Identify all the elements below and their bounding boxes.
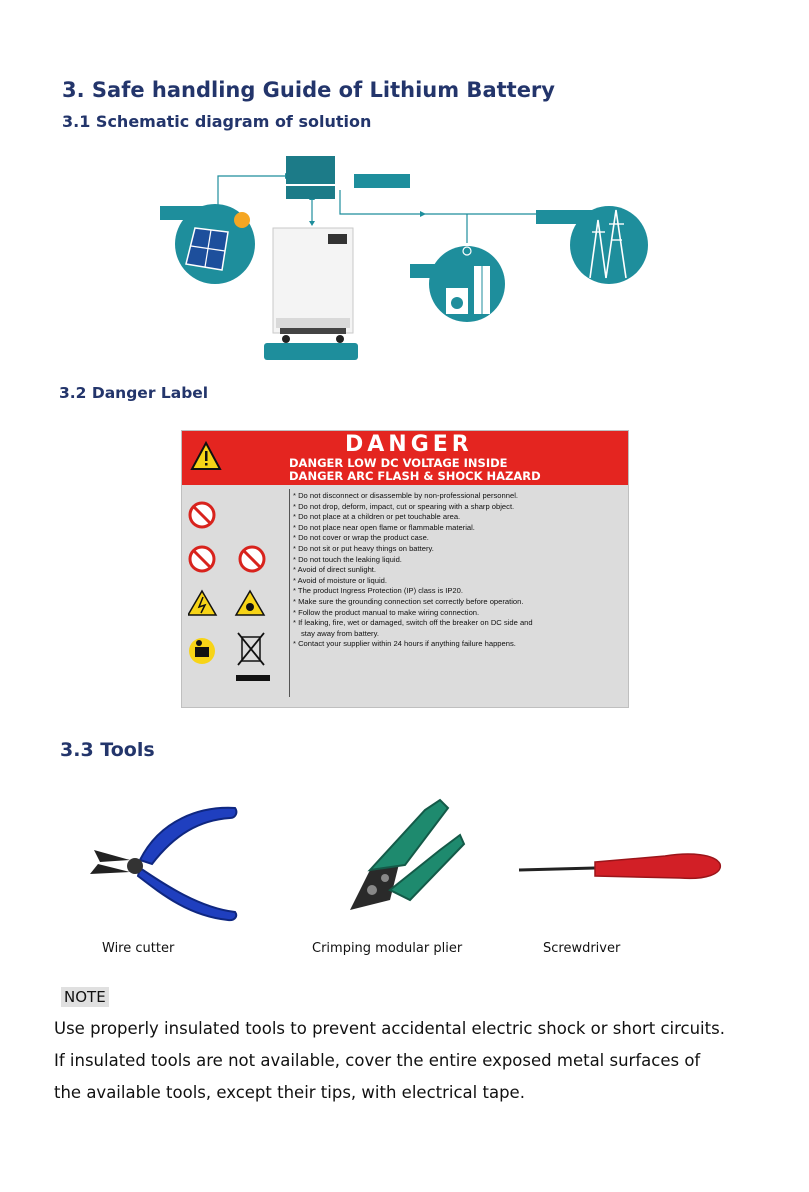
schematic-diagram xyxy=(150,150,660,365)
danger-rule: * Do not cover or wrap the product case. xyxy=(293,533,429,543)
crimping-plier-image xyxy=(330,790,470,925)
tool-caption-wire-cutter: Wire cutter xyxy=(102,941,175,956)
danger-rule: * Do not disconnect or disassemble by non-professional personnel. xyxy=(293,491,518,500)
subsection-schematic-title: 3.1 Schematic diagram of solution xyxy=(62,112,372,131)
no-fire-icon xyxy=(190,547,214,571)
danger-rule: * Do not place at a children or pet touchable area. xyxy=(293,512,461,522)
screwdriver-image xyxy=(515,840,725,890)
flammable-warning-icon xyxy=(236,591,264,615)
danger-rules-list xyxy=(293,491,628,650)
battery-tag xyxy=(264,343,358,360)
warning-triangle-icon xyxy=(190,441,222,471)
tool-caption-crimping-plier: Crimping modular plier xyxy=(312,941,463,956)
danger-rule: * If leaking, fire, wet or damaged, switch off the breaker on DC side and xyxy=(293,618,533,628)
tool-caption-screwdriver: Screwdriver xyxy=(543,941,621,956)
danger-rule: * The product Ingress Protection (IP) class is IP20. xyxy=(293,586,463,596)
wire-cutter-image xyxy=(80,800,250,930)
read-manual-icon xyxy=(189,638,215,664)
note-badge: NOTE xyxy=(61,987,109,1007)
grid-connection-line xyxy=(340,190,570,214)
danger-rule: * Do not place near open flame or flammable material. xyxy=(293,522,475,532)
danger-rule: * Avoid of moisture or liquid. xyxy=(293,575,387,585)
load-tag xyxy=(410,264,467,278)
danger-rule: * Do not touch the leaking liquid. xyxy=(293,554,402,564)
danger-rule: * Avoid of direct sunlight. xyxy=(293,565,377,575)
danger-rule: stay away from battery. xyxy=(301,628,379,638)
danger-rule: * Do not sit or put heavy things on battery. xyxy=(293,543,434,553)
no-children-icon xyxy=(240,547,264,571)
danger-label xyxy=(181,430,629,708)
note-line: Use properly insulated tools to prevent accidental electric shock or short circuits. xyxy=(54,1019,725,1038)
grid-tag xyxy=(536,210,593,224)
danger-rule: * Follow the product manual to make wiring connection. xyxy=(293,607,480,617)
note-line: If insulated tools are not available, cover the entire exposed metal surfaces of xyxy=(54,1051,701,1070)
no-disassembly-icon xyxy=(190,503,214,527)
danger-rule: * Do not drop, deform, impact, cut or spearing with a sharp object. xyxy=(293,501,515,511)
danger-rule: * Make sure the grounding connection set correctly before operation. xyxy=(293,596,524,606)
pv-tag xyxy=(160,206,218,220)
subsection-tools-title: 3.3 Tools xyxy=(60,739,155,761)
electric-shock-warning-icon xyxy=(188,591,216,615)
inverter-icon xyxy=(286,156,335,199)
note-line: the available tools, except their tips, with electrical tape. xyxy=(54,1083,525,1102)
danger-subline-voltage: DANGER LOW DC VOLTAGE INSIDE xyxy=(289,456,508,470)
sun-icon xyxy=(234,212,250,228)
safety-pictograms xyxy=(188,495,283,685)
inverter-tag xyxy=(354,174,410,188)
danger-subline-arc-flash: DANGER ARC FLASH & SHOCK HAZARD xyxy=(289,469,541,483)
no-trash-disposal-icon xyxy=(236,633,270,681)
label-divider xyxy=(289,489,290,697)
subsection-danger-title: 3.2 Danger Label xyxy=(59,384,209,402)
danger-headline: DANGER xyxy=(345,432,473,457)
section-title: 3. Safe handling Guide of Lithium Battery xyxy=(62,78,555,102)
danger-rule: * Contact your supplier within 24 hours if anything failure happens. xyxy=(293,639,516,649)
